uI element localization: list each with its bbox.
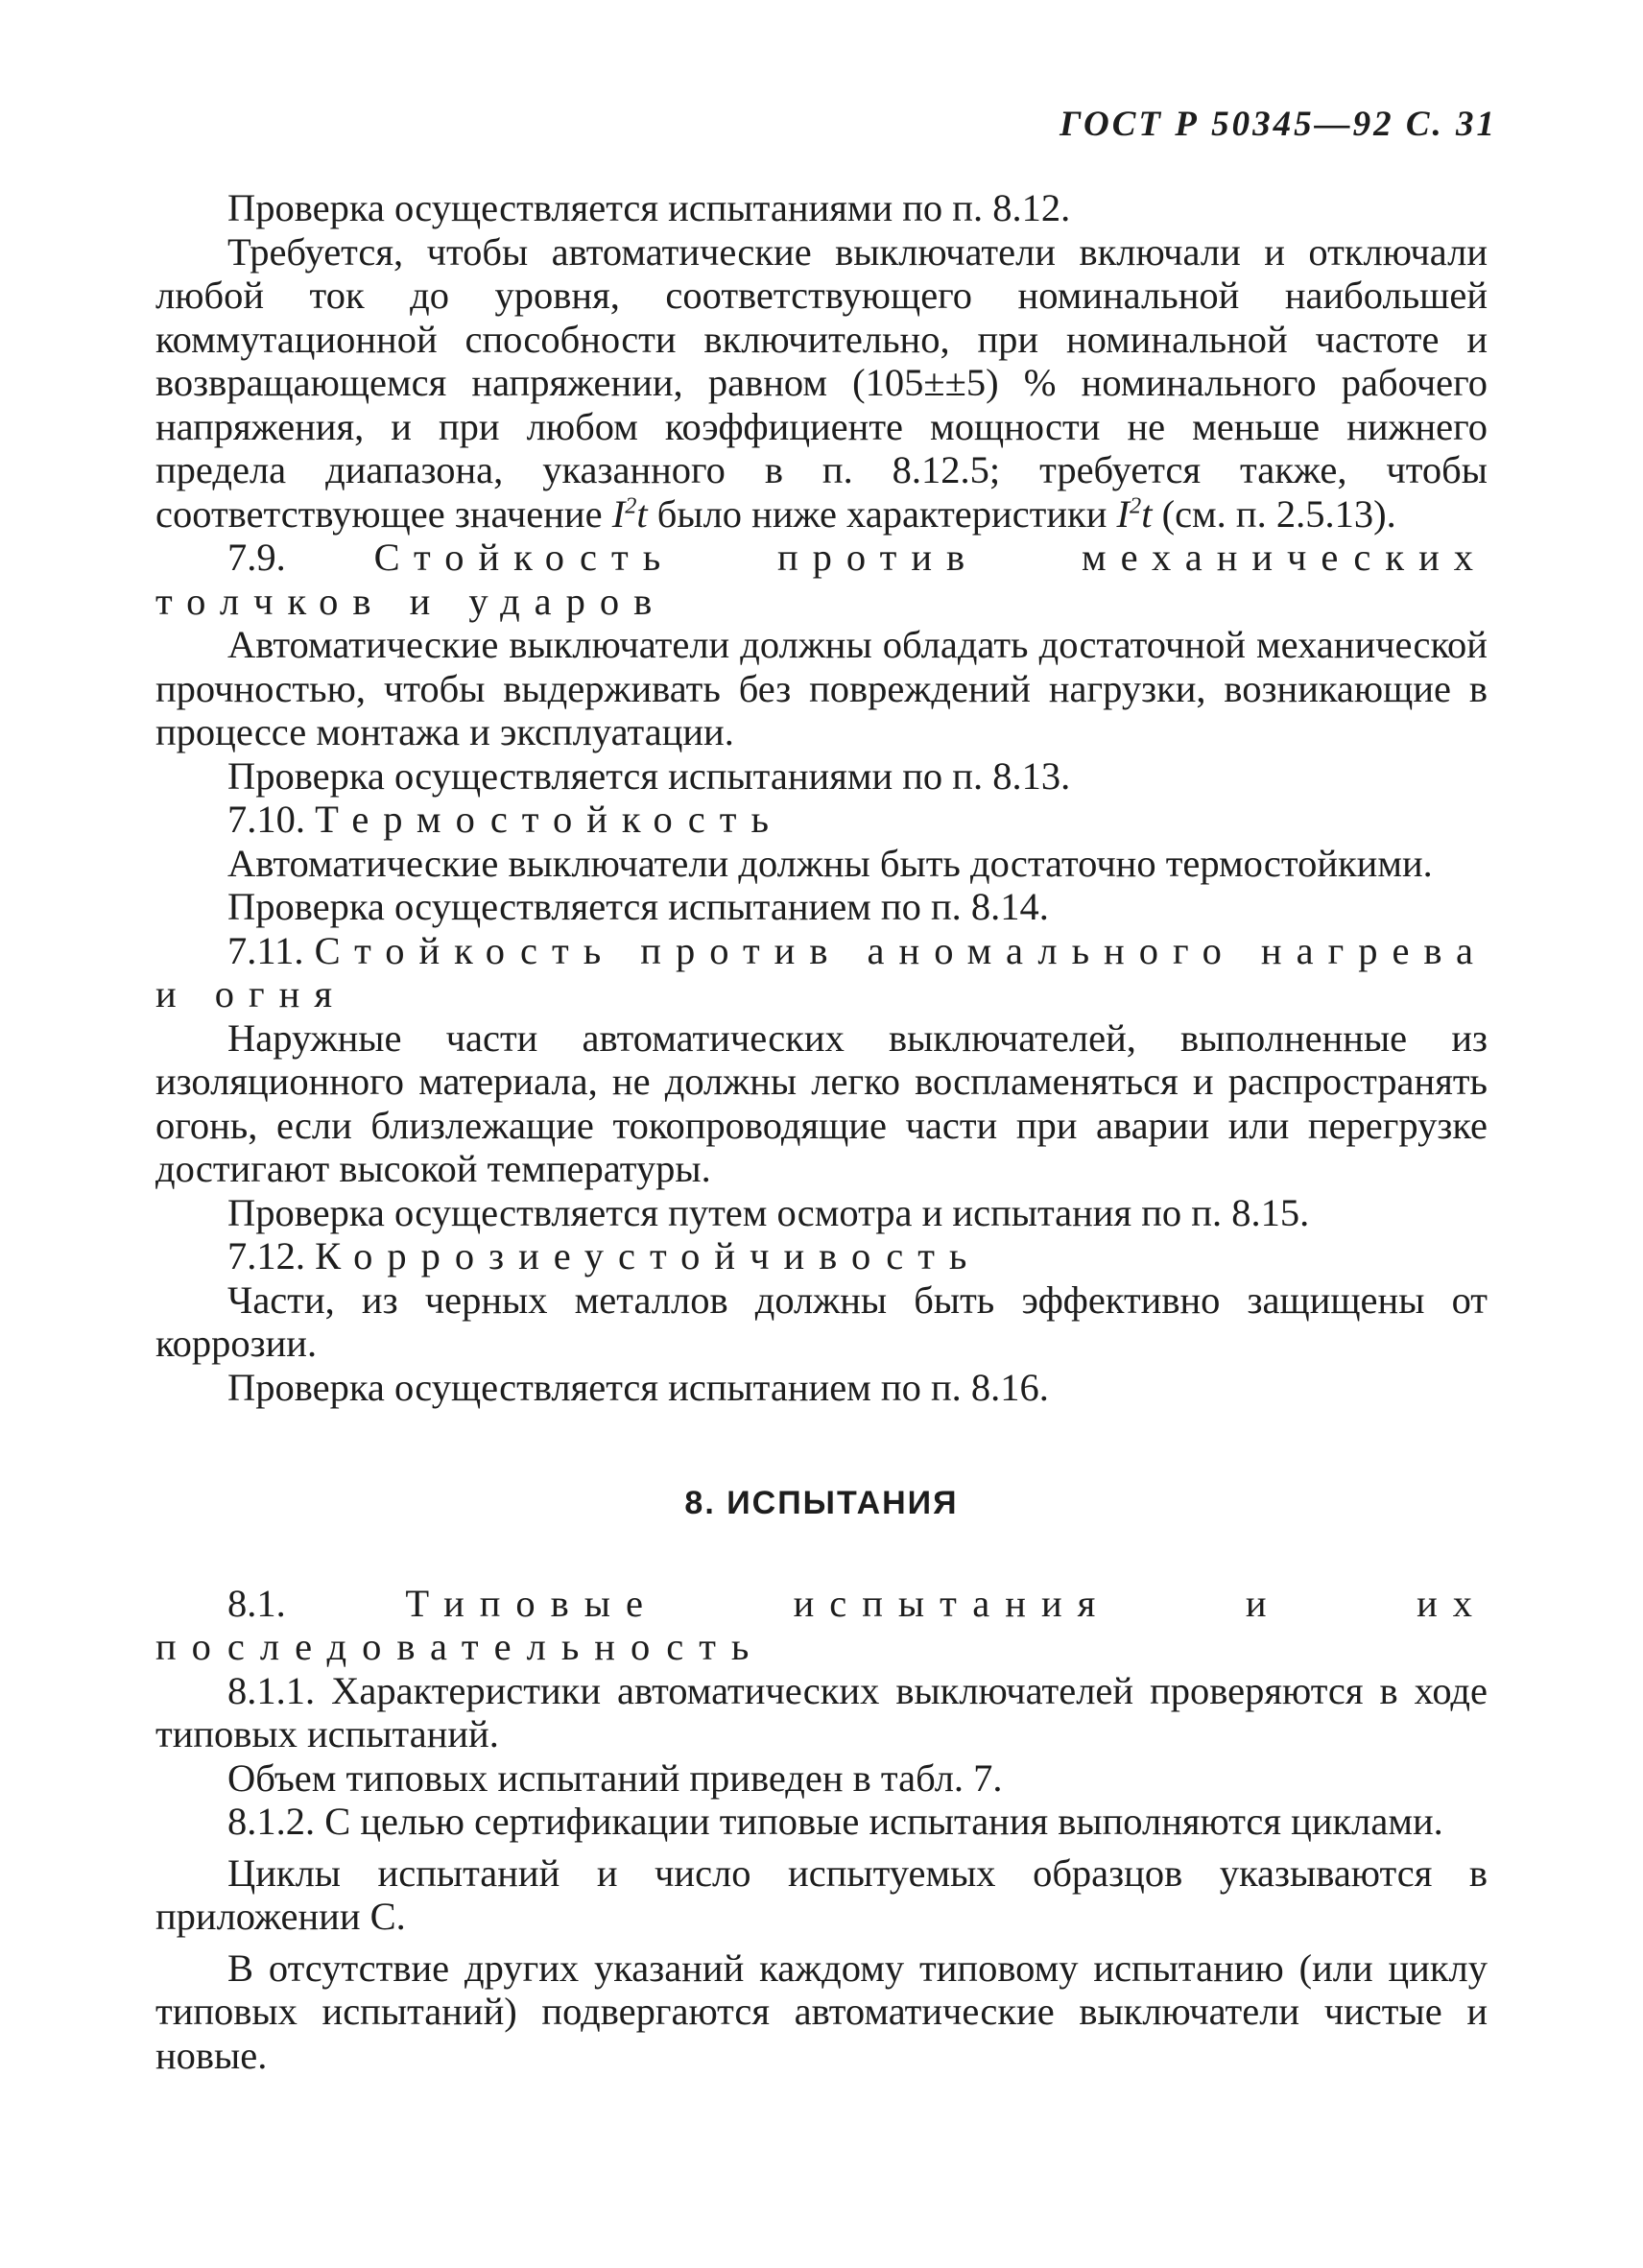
switching-requirement-text: Требуется, чтобы автоматические выключатели включали и отключали любой ток до уровня, соответствующего номинальной наибольшей коммутационной способности включительно, при номинальной частоте и возвращающемся напряжении, равном (105±±5) % номинального рабочего напряжения, и при любом коэффициенте мощности не меньше нижнего предела диапазона, указанного в п. 8.12.5; требуется также, чтобы соответствующее значение <box>155 229 1488 536</box>
paragraph-fire-resistance: Наружные части автоматических выключателей, выполненные из изоляционного материала, не должны легко воспламеняться и распространять огонь, если близлежащие токопроводящие части при аварии или перегрузке достигают высокой температуры. <box>155 1015 1488 1190</box>
paragraph-check-8-14: Проверка осуществляется испытанием по п. 8.14. <box>227 885 1049 928</box>
running-header: ГОСТ Р 50345—92 С. 31 <box>1060 105 1497 144</box>
i2t-symbol: $I^2t$ <box>611 491 648 536</box>
paragraph-test-cycles: Циклы испытаний и число испытуемых образцов указываются в приложении С. <box>155 1850 1488 1938</box>
clause-7-11-title: Стойкость против аномального нагрева и огня <box>155 928 1488 1015</box>
clause-8-1-heading: 8.1. Типовые испытания и их последовательность <box>155 1581 1488 1668</box>
switching-requirement-text-2: было ниже характеристики <box>647 491 1117 536</box>
i2t-characteristic-symbol: $I^2t$ <box>1116 491 1153 536</box>
paragraph-corrosion: Части, из черных металлов должны быть эффективно защищены от коррозии. <box>155 1277 1488 1365</box>
body-text <box>155 186 1488 2077</box>
clause-7-9-heading: 7.9. Стойкость против механических толчков и ударов <box>155 536 1488 623</box>
clause-7-11-heading: 7.11. Стойкость против аномального нагрева и огня <box>155 928 1488 1015</box>
paragraph-8-1-1: 8.1.1. Характеристики автоматических выключателей проверяются в ходе типовых испытаний. <box>155 1668 1488 1755</box>
clause-7-9-title: Стойкость против механических толчков и ударов <box>155 536 1488 623</box>
switching-requirement-text-3: (см. п. 2.5.13). <box>1152 491 1396 536</box>
clause-8-1-title: Типовые испытания и их последовательность <box>155 1581 1488 1668</box>
clause-7-10-title: Термостойкость <box>315 798 783 841</box>
paragraph-check-8-15: Проверка осуществляется путем осмотра и испытания по п. 8.15. <box>227 1190 1310 1234</box>
paragraph-check-8-16: Проверка осуществляется испытанием по п. 8.16. <box>227 1365 1049 1409</box>
clause-7-10-heading: 7.10. Термостойкость <box>227 798 783 841</box>
clause-7-12-heading: 7.12. Коррозиеустойчивость <box>227 1234 982 1277</box>
paragraph-mechanical-strength: Автоматические выключатели должны обладать достаточной механической прочностью, чтобы выдерживать без повреждений нагрузки, возникающие в процессе монтажа и эксплуатации. <box>155 623 1488 753</box>
clause-7-12-title: Коррозиеустойчивость <box>315 1234 982 1277</box>
paragraph-scope-table-7: Объем типовых испытаний приведен в табл. 7. <box>227 1755 1003 1800</box>
paragraph-check-8-13: Проверка осуществляется испытаниями по п. 8.13. <box>227 753 1071 798</box>
paragraph-8-1-2: 8.1.2. С целью сертификации типовые испытания выполняются циклами. <box>227 1800 1443 1843</box>
paragraph-check-8-12: Проверка осуществляется испытаниями по п. 8.12. <box>227 186 1071 229</box>
paragraph-clean-new-samples: В отсутствие других указаний каждому типовому испытанию (или циклу типовых испытаний) подвергаются автоматические выключатели чистые и новые. <box>155 1946 1488 2077</box>
paragraph-switching-requirement <box>155 230 1488 537</box>
paragraph-heat-resistance: Автоматические выключатели должны быть достаточно термостойкими. <box>227 841 1433 885</box>
section-8-heading: 8. ИСПЫТАНИЯ <box>684 1485 959 1521</box>
